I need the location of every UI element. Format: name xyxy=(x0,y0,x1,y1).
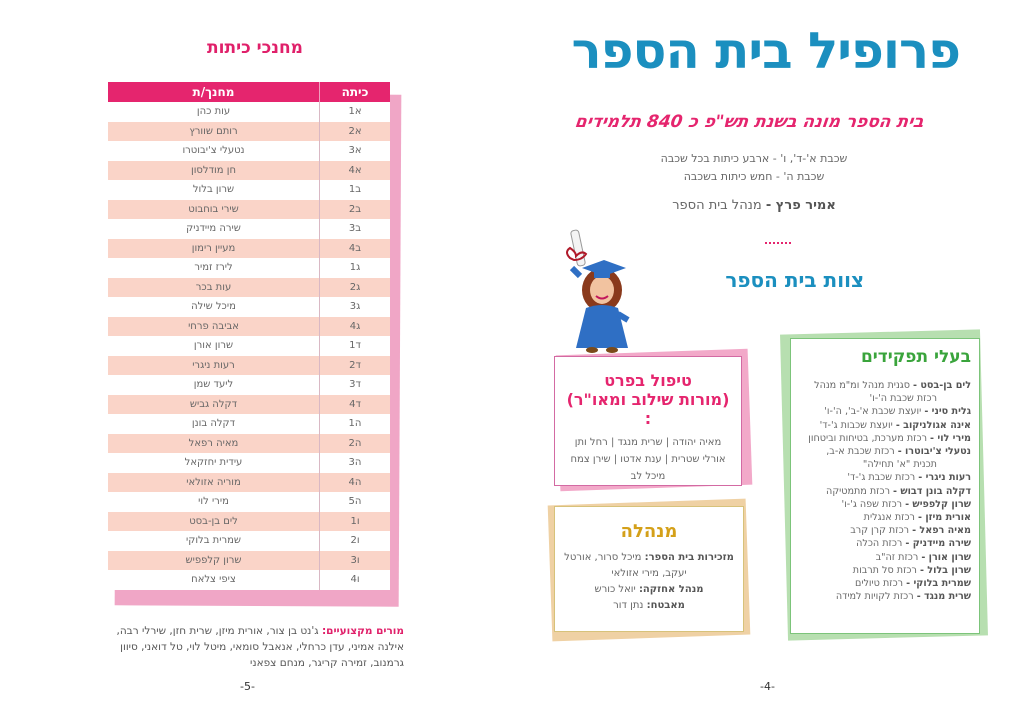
class-cell: ב2 xyxy=(320,200,391,220)
teacher-cell: עידית יחזקאל xyxy=(108,453,320,473)
role-person-name: נטעלי צ'יבוטרו - xyxy=(897,446,971,458)
graduate-girl-illustration xyxy=(560,228,638,354)
admin-role-label: מנהל אחזקה: xyxy=(638,584,704,595)
table-row xyxy=(108,317,390,337)
role-description: רכזת זה"ב xyxy=(875,551,922,563)
administration-box xyxy=(554,506,744,632)
class-cell: ג3 xyxy=(320,297,391,317)
teacher-cell: רותם שוורץ xyxy=(108,122,320,142)
teacher-cell: נטעלי צ'יבוטרו xyxy=(108,141,320,161)
teacher-cell: ציפי צלאח xyxy=(108,570,320,590)
admin-person-name: נתן דור xyxy=(613,600,647,611)
role-description: רכזת טיולים xyxy=(854,578,907,590)
role-description: רכזת הכלה xyxy=(856,538,906,550)
principal-line xyxy=(634,198,874,213)
teacher-cell: שרון אורן xyxy=(108,336,320,356)
table-row xyxy=(108,278,390,298)
specialist-teachers xyxy=(88,623,404,671)
teacher-cell: דקלה בונן xyxy=(108,414,320,434)
class-cell: א2 xyxy=(320,122,391,142)
class-cell: ה2 xyxy=(320,434,391,454)
role-row xyxy=(799,577,971,590)
grades-line-1: שכבת א'-ד', ו' - ארבע כיתות בכל שכבה xyxy=(660,152,848,165)
class-cell: ד3 xyxy=(320,375,391,395)
teacher-cell: לים בן-בסט xyxy=(108,512,320,532)
teacher-cell: שמרית בלוקי xyxy=(108,531,320,551)
care-line: מיכל לב xyxy=(630,471,666,482)
role-row xyxy=(799,485,971,498)
role-row xyxy=(799,471,971,484)
header-class: כיתה xyxy=(320,82,391,102)
admin-person-name: מיכל סרור, אורטל xyxy=(564,552,645,563)
individual-care-box xyxy=(554,356,742,486)
role-row xyxy=(799,458,971,471)
table-row xyxy=(108,122,390,142)
class-cell: ד4 xyxy=(320,395,391,415)
dotted-divider xyxy=(765,242,791,244)
class-cell: ב3 xyxy=(320,219,391,239)
administration-title: מנהלה xyxy=(620,521,678,542)
table-row xyxy=(108,492,390,512)
admin-row xyxy=(563,550,735,566)
role-row xyxy=(799,405,971,418)
role-person-name: רעות ניגרי - xyxy=(918,472,971,484)
admin-row xyxy=(563,582,735,598)
table-row xyxy=(108,375,390,395)
table-row xyxy=(108,161,390,181)
table-row xyxy=(108,570,390,590)
role-description: יועצת שכבת א'-ב', ה'-ו' xyxy=(824,406,925,418)
specialist-label: מורים מקצועיים: xyxy=(321,625,404,637)
class-cell: ד1 xyxy=(320,336,391,356)
role-person-name: שרון בלול - xyxy=(919,564,971,576)
header-teacher: מחנך/ת xyxy=(108,82,320,102)
role-row xyxy=(799,590,971,603)
class-cell: ב4 xyxy=(320,239,391,259)
teacher-cell: לירז זמיר xyxy=(108,258,320,278)
class-cell: ג4 xyxy=(320,317,391,337)
role-row xyxy=(799,564,971,577)
table-row xyxy=(108,473,390,493)
role-holders-list xyxy=(799,379,971,603)
role-row xyxy=(799,551,971,564)
table-row xyxy=(108,356,390,376)
table-row xyxy=(108,102,390,122)
class-cell: א3 xyxy=(320,141,391,161)
role-holders-box xyxy=(790,338,980,634)
specialist-names: ג'נט בן צור, אורית מיזן, שרית חזן, שירלי רבה, אילנה אמיני, עדן כרחלי, אנאבל סומאי, מיטל לוי, טל דואני, סיוון גרמנוב, זמירה קריגר, מנחם צפאני xyxy=(116,625,404,669)
role-description: יועצת שכבות ג'-ד' xyxy=(819,419,896,431)
role-person-name: מאיה רפאל - xyxy=(912,525,971,537)
role-description: רכזת שפה ג'-ו' xyxy=(841,498,906,510)
role-row xyxy=(799,524,971,537)
teacher-cell: מעיין רימון xyxy=(108,239,320,259)
teacher-cell: ליעד שמן xyxy=(108,375,320,395)
teacher-cell: מאיה רפאל xyxy=(108,434,320,454)
role-row xyxy=(799,419,971,432)
role-description: רכזת מערכת, בטיחות וביטחון xyxy=(808,432,931,444)
table-row xyxy=(108,180,390,200)
grades-info xyxy=(634,150,874,186)
class-cell: ה5 xyxy=(320,492,391,512)
admin-role-label: מאבטח: xyxy=(646,600,685,611)
admin-row xyxy=(563,598,735,614)
role-description: רכזת מתמטיקה xyxy=(826,485,894,497)
role-person-name: לים בן-בסט - xyxy=(913,380,971,391)
role-description: סגנית מנהל ומ"מ מנהל xyxy=(814,380,914,391)
role-person-name: דקלה בונן דבוש - xyxy=(893,485,971,497)
admin-person-name: יעקב, מירי אזולאי xyxy=(611,568,687,579)
teacher-cell: דקלה גביש xyxy=(108,395,320,415)
class-cell: ה1 xyxy=(320,414,391,434)
teacher-cell: שרון קלפפיש xyxy=(108,551,320,571)
table-row xyxy=(108,297,390,317)
role-person-name: שירה מיידניק - xyxy=(905,538,971,550)
table-row xyxy=(108,531,390,551)
role-person-name: שרית מנגד - xyxy=(916,591,971,603)
teacher-cell: שירי בוחבוט xyxy=(108,200,320,220)
teacher-cell: עות כהן xyxy=(108,102,320,122)
table-row xyxy=(108,200,390,220)
role-description: רכזת לקויות למידה xyxy=(835,591,917,603)
grades-line-2: שכבת ה' - חמש כיתות בשכבה xyxy=(683,170,825,183)
table-row xyxy=(108,453,390,473)
principal-name: אמיר פרץ - xyxy=(765,198,836,213)
role-row xyxy=(799,537,971,550)
class-cell: א4 xyxy=(320,161,391,181)
teacher-cell: רעות ניגרי xyxy=(108,356,320,376)
class-cell: ד2 xyxy=(320,356,391,376)
role-holders-title: בעלי תפקידים xyxy=(860,347,971,367)
role-row xyxy=(799,511,971,524)
class-cell: ו4 xyxy=(320,570,391,590)
table-body xyxy=(108,102,390,590)
table-row xyxy=(108,258,390,278)
table-row xyxy=(108,551,390,571)
teacher-cell: מיכל שילה xyxy=(108,297,320,317)
class-cell: א1 xyxy=(320,102,391,122)
class-cell: ה3 xyxy=(320,453,391,473)
class-cell: ב1 xyxy=(320,180,391,200)
class-cell: ה4 xyxy=(320,473,391,493)
class-cell: ו3 xyxy=(320,551,391,571)
school-profile-title: פרופיל בית הספר xyxy=(571,22,960,80)
role-description: רכזת שכבת ג'-ד' xyxy=(847,472,919,484)
role-row xyxy=(799,392,971,405)
role-row xyxy=(799,445,971,458)
care-title-line-1: טיפול בפרט xyxy=(604,371,692,390)
page-number-5: -5- xyxy=(240,680,255,693)
page-4 xyxy=(512,0,1024,726)
role-description: רכזת אנגלית xyxy=(863,512,918,524)
class-cell: ו1 xyxy=(320,512,391,532)
role-description: רכזת שכבת א-ב, xyxy=(826,446,898,458)
role-description: רכזת קרן קרב xyxy=(850,525,913,537)
class-teachers-title: מחנכי כיתות xyxy=(207,38,303,58)
table-row xyxy=(108,219,390,239)
teacher-cell: מוריה אזולאי xyxy=(108,473,320,493)
table-row xyxy=(108,395,390,415)
table-row xyxy=(108,336,390,356)
table-row xyxy=(108,414,390,434)
role-row xyxy=(799,498,971,511)
role-person-name: אינה אגולניקוב - xyxy=(895,419,971,431)
teacher-cell: עות בכר xyxy=(108,278,320,298)
school-subtitle: בית הספר מונה בשנת תש"פ כ 840 תלמידים xyxy=(574,112,926,132)
teacher-cell: חן מודלסון xyxy=(108,161,320,181)
role-description: רכזת סל תרבות xyxy=(852,564,920,576)
class-cell: ו2 xyxy=(320,531,391,551)
role-person-name: שמרית בלוקי - xyxy=(906,578,971,590)
care-line: מאיה יהודה | שרית מנגד | רחל ותן xyxy=(574,437,722,448)
role-row xyxy=(799,379,971,392)
teacher-cell: שירה מיידניק xyxy=(108,219,320,239)
role-person-name: שרון אורן - xyxy=(921,551,971,563)
table-row xyxy=(108,239,390,259)
teacher-cell: אביבה פרחי xyxy=(108,317,320,337)
class-teachers-table xyxy=(108,82,390,590)
administration-list xyxy=(563,550,735,614)
class-cell: ג1 xyxy=(320,258,391,278)
role-person-name: שרון קלפפיש - xyxy=(905,498,971,510)
table-header-row xyxy=(108,82,390,102)
principal-role: מנהל בית הספר xyxy=(672,198,766,213)
table-row xyxy=(108,512,390,532)
admin-person-name: יואל כורש xyxy=(594,584,639,595)
admin-role-label: מזכירות בית הספר: xyxy=(644,552,734,563)
care-people xyxy=(563,434,733,485)
role-description: תכנית "א' תחילה" xyxy=(862,459,937,471)
class-cell: ג2 xyxy=(320,278,391,298)
role-description: רכזת שכבת ה'-ו' xyxy=(869,393,937,405)
role-person-name: גלית סיני - xyxy=(924,406,971,418)
role-person-name: מירי לוי - xyxy=(930,432,971,444)
page-number-4: -4- xyxy=(760,680,775,693)
table-row xyxy=(108,434,390,454)
class-teachers-table-wrap xyxy=(108,82,390,590)
teacher-cell: מירי לוי xyxy=(108,492,320,512)
care-line: אורלי שטרית | ענת אדטו | שירן צמח xyxy=(570,454,726,465)
teacher-cell: שרון בלול xyxy=(108,180,320,200)
role-row xyxy=(799,432,971,445)
school-staff-title: צוות בית הספר xyxy=(725,268,864,292)
admin-row xyxy=(563,566,735,582)
care-title-line-2: (מורות שילוב ומאו"ר) : xyxy=(566,390,730,428)
role-person-name: אורית מיזן - xyxy=(918,512,971,524)
table-row xyxy=(108,141,390,161)
